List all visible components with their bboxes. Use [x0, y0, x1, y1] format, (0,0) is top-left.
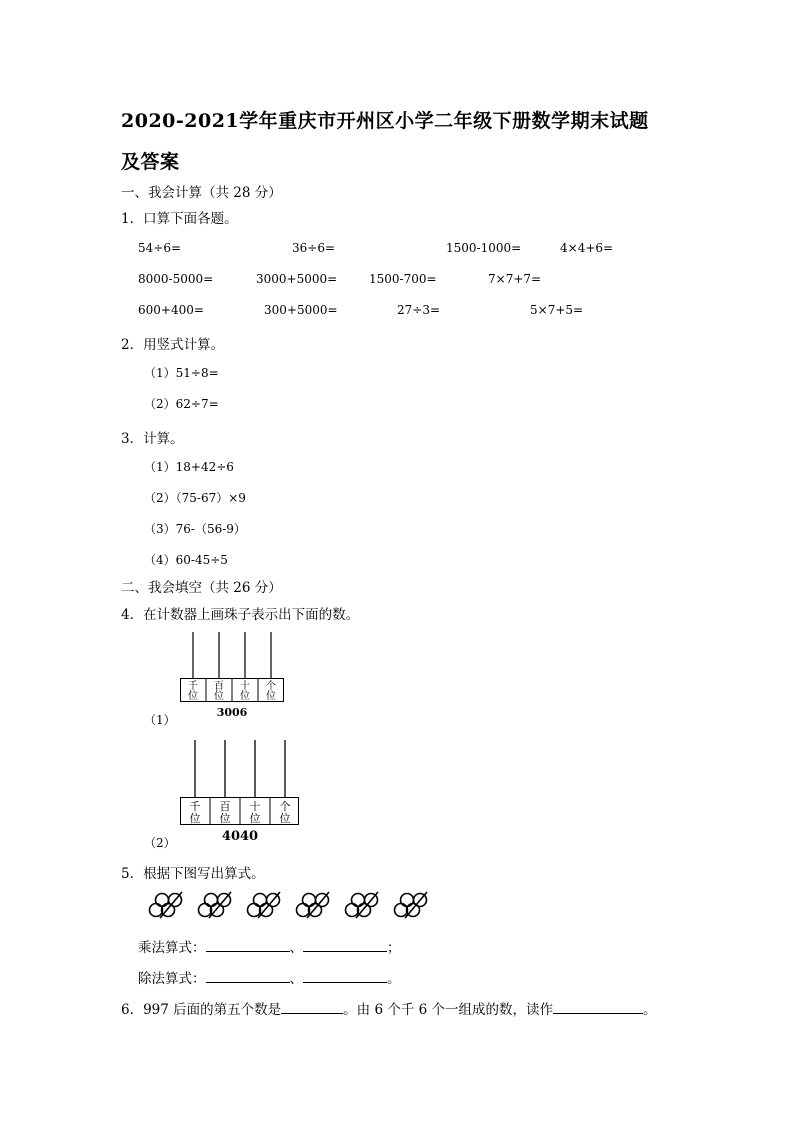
abacus-place-label: 位: [249, 812, 261, 825]
q1-item: 54÷6=: [138, 241, 182, 255]
q1-item: 1500-1000=: [446, 241, 522, 255]
circle-groups-drawing: [146, 886, 436, 922]
abacus-place-label: 位: [266, 691, 276, 702]
question-5-label: 5．根据下图写出算式。: [121, 866, 265, 882]
div-end: 。: [387, 971, 401, 987]
abacus-place-label: 位: [214, 691, 224, 702]
abacus-number: 3006: [216, 706, 248, 719]
abacus-1-index: （1）: [144, 713, 176, 727]
div-answer-blank-1[interactable]: [206, 968, 290, 983]
abacus-2: [180, 740, 300, 846]
page-title-continued: 及答案: [121, 151, 180, 173]
circle-group: [297, 892, 330, 918]
q1-item: 8000-5000=: [138, 272, 214, 286]
mult-end: ；: [387, 940, 401, 956]
q6-part1: 6．997 后面的第五个数是: [121, 1002, 282, 1018]
abacus-place-label: 个: [266, 681, 276, 692]
q1-item: 7×7+7=: [488, 272, 542, 286]
abacus-1: [180, 632, 284, 722]
q3-item: （3）76-（56-9）: [144, 522, 246, 536]
section-heading-fill: 二、我会填空（共 26 分）: [121, 580, 282, 596]
abacus-place-label: 个: [279, 800, 291, 813]
abacus-place-label: 位: [188, 691, 198, 702]
q2-item: （2）62÷7=: [144, 397, 219, 411]
q3-item: （4）60-45÷5: [144, 553, 228, 567]
multiplication-line: [138, 936, 401, 956]
question-4-label: 4．在计数器上画珠子表示出下面的数。: [121, 607, 360, 623]
q3-item: （2）（75-67）×9: [144, 491, 246, 505]
question-3-label: 3．计算。: [121, 431, 184, 447]
mult-answer-blank-1[interactable]: [206, 937, 290, 952]
circle-group: [150, 892, 183, 918]
abacus-place-label: 位: [219, 812, 231, 825]
circle-group: [248, 892, 281, 918]
circle-group: [199, 892, 232, 918]
abacus-number: 4040: [221, 829, 259, 844]
q6-answer-blank-1[interactable]: [281, 999, 343, 1014]
q1-item: 36÷6=: [292, 241, 336, 255]
abacus-place-label: 十: [249, 800, 261, 813]
mult-answer-blank-2[interactable]: [303, 937, 387, 952]
circle-group: [346, 892, 379, 918]
q6-answer-blank-2[interactable]: [553, 999, 643, 1014]
circle-groups-figure: [146, 886, 436, 922]
abacus-place-label: 百: [219, 800, 231, 813]
page-title: 2020-2021学年重庆市开州区小学二年级下册数学期末试题: [121, 110, 649, 132]
q1-item: 27÷3=: [397, 303, 441, 317]
div-answer-blank-2[interactable]: [303, 968, 387, 983]
q1-item: 600+400=: [138, 303, 204, 317]
abacus-place-label: 千: [188, 681, 198, 692]
circle-group: [395, 892, 428, 918]
mult-label: 乘法算式：: [138, 940, 206, 956]
section-heading-calc: 一、我会计算（共 28 分）: [121, 185, 282, 201]
q1-item: 4×4+6=: [560, 241, 614, 255]
abacus-place-label: 百: [214, 681, 224, 692]
q1-item: 3000+5000=: [256, 272, 338, 286]
q6-part2: 。由 6 个千 6 个一组成的数，读作: [343, 1002, 553, 1018]
q1-item: 5×7+5=: [530, 303, 584, 317]
q1-item: 1500-700=: [369, 272, 437, 286]
question-1-label: 1．口算下面各题。: [121, 211, 238, 227]
abacus-2-drawing: [180, 740, 300, 846]
abacus-2-index: （2）: [144, 836, 176, 850]
mult-separator: 、: [289, 940, 303, 956]
div-label: 除法算式：: [138, 971, 206, 987]
question-6: [121, 998, 657, 1018]
q6-part3: 。: [643, 1002, 657, 1018]
div-separator: 、: [289, 971, 303, 987]
abacus-1-drawing: [180, 632, 284, 722]
abacus-place-label: 位: [240, 691, 250, 702]
abacus-place-label: 位: [279, 812, 291, 825]
q1-item: 300+5000=: [264, 303, 338, 317]
question-2-label: 2．用竖式计算。: [121, 337, 225, 353]
abacus-place-label: 十: [240, 681, 250, 692]
q2-item: （1）51÷8=: [144, 366, 219, 380]
abacus-place-label: 位: [189, 812, 201, 825]
q3-item: （1）18+42÷6: [144, 460, 234, 474]
division-line: [138, 967, 401, 987]
abacus-place-label: 千: [189, 800, 201, 813]
